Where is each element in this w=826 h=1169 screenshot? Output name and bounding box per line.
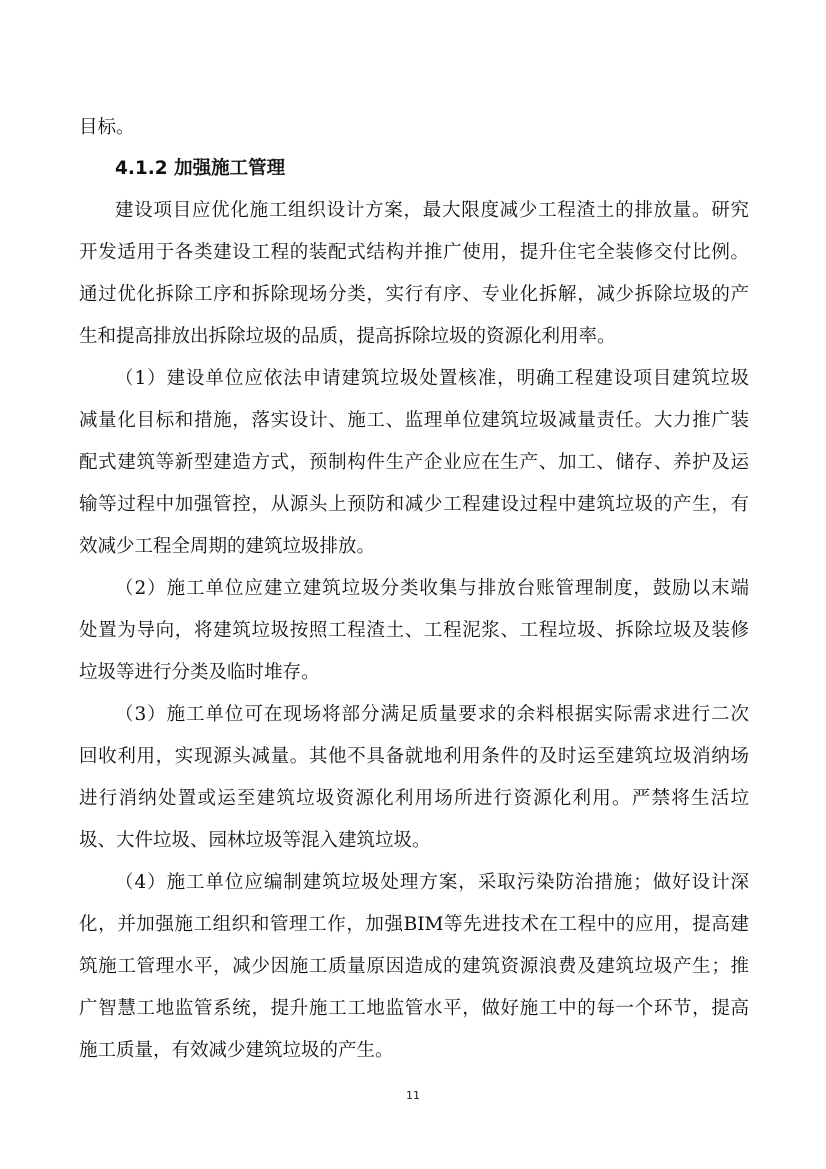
paragraph-3-line-2: 处置为导向，将建筑垃圾按照工程渣土、工程泥浆、工程垃圾、拆除垃圾及装修 — [79, 620, 749, 641]
paragraph-2-line-3: 配式建筑等新型建造方式，预制构件生产企业应在生产、加工、储存、养护及运 — [79, 452, 749, 473]
paragraph-2-line-5: 效减少工程全周期的建筑垃圾排放。 — [79, 536, 376, 557]
paragraph-5-line-3: 筑施工管理水平，减少因施工质量原因造成的建筑资源浪费及建筑垃圾产生；推 — [79, 956, 749, 977]
paragraph-5-line-5: 施工质量，有效减少建筑垃圾的产生。 — [79, 1040, 394, 1061]
paragraph-2-line-2: 减量化目标和措施，落实设计、施工、监理单位建筑垃圾减量责任。大力推广装 — [79, 410, 749, 431]
paragraph-2-line-1: （1）建设单位应依法申请建筑垃圾处置核准，明确工程建设项目建筑垃圾 — [115, 368, 749, 389]
paragraph-5-line-4: 广智慧工地监管系统，提升施工工地监管水平，做好施工中的每一个环节，提高 — [79, 998, 749, 1019]
paragraph-4-line-3: 进行消纳处置或运至建筑垃圾资源化利用场所进行资源化利用。严禁将生活垃 — [79, 788, 749, 809]
paragraph-5-line-2: 化，并加强施工组织和管理工作，加强BIM等先进技术在工程中的应用，提高建 — [79, 914, 749, 935]
paragraph-4-line-2: 回收利用，实现源头减量。其他不具备就地利用条件的及时运至建筑垃圾消纳场 — [79, 746, 749, 767]
paragraph-1-line-3: 通过优化拆除工序和拆除现场分类，实行有序、专业化拆解，减少拆除垃圾的产 — [79, 284, 749, 305]
paragraph-3-line-3: 垃圾等进行分类及临时堆存。 — [79, 662, 320, 683]
paragraph-4-line-4: 圾、大件垃圾、园林垃圾等混入建筑垃圾。 — [79, 830, 431, 851]
paragraph-4-line-1: （3）施工单位可在现场将部分满足质量要求的余料根据实际需求进行二次 — [115, 704, 749, 725]
page-number: 11 — [406, 1089, 420, 1102]
paragraph-3-line-1: （2）施工单位应建立建筑垃圾分类收集与排放台账管理制度，鼓励以末端 — [115, 578, 749, 599]
carryover-line: 目标。 — [79, 117, 135, 138]
paragraph-5-line-1: （4）施工单位应编制建筑垃圾处理方案，采取污染防治措施；做好设计深 — [115, 872, 749, 893]
paragraph-1-line-4: 生和提高排放出拆除垃圾的品质，提高拆除垃圾的资源化利用率。 — [79, 326, 616, 347]
section-heading: 4.1.2 加强施工管理 — [115, 158, 286, 179]
paragraph-1-line-2: 开发适用于各类建设工程的装配式结构并推广使用，提升住宅全装修交付比例。 — [79, 242, 749, 263]
paragraph-1-line-1: 建设项目应优化施工组织设计方案，最大限度减少工程渣土的排放量。研究 — [115, 200, 749, 221]
paragraph-2-line-4: 输等过程中加强管控，从源头上预防和减少工程建设过程中建筑垃圾的产生，有 — [79, 494, 749, 515]
